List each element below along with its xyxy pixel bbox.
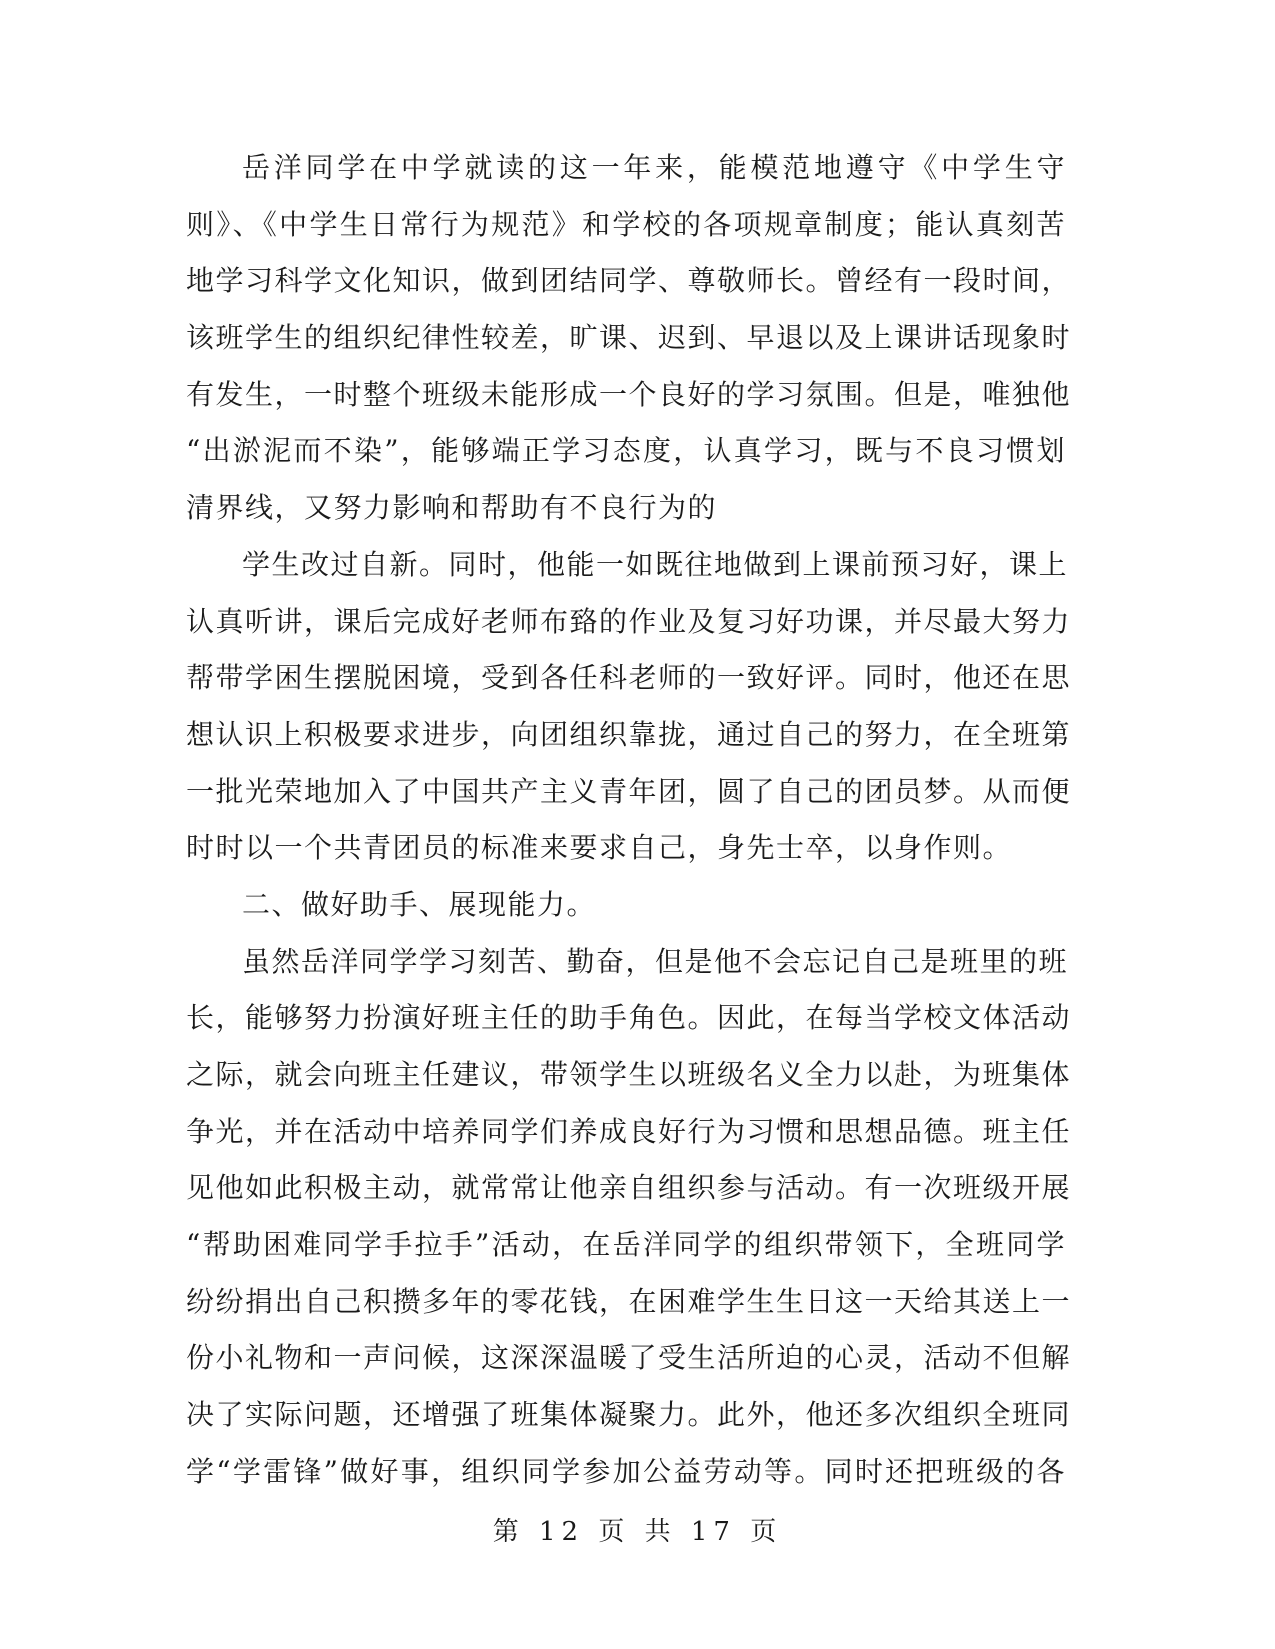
text-line: 见他如此积极主动，就常常让他亲自组织参与活动。有一次班级开展 (186, 1171, 1072, 1205)
text-line: 认真听讲，课后完成好老师布臵的作业及复习好功课，并尽最大努力 (186, 604, 1072, 638)
text-line: 争光，并在活动中培养同学们养成良好行为习惯和思想品德。班主任 (186, 1114, 1072, 1148)
text-line: 长，能够努力扮演好班主任的助手角色。因此，在每当学校文体活动 (186, 1001, 1072, 1035)
text-line: 地学习科学文化知识，做到团结同学、尊敬师长。曾经有一段时间， (186, 264, 1072, 298)
text-line: “帮助困难同学手拉手”活动，在岳洋同学的组织带领下，全班同学 (186, 1228, 1066, 1262)
text-line: 一批光荣地加入了中国共产主义青年团，圆了自己的团员梦。从而便 (186, 774, 1072, 808)
text-line: 时时以一个共青团员的标准来要求自己，身先士卒，以身作则。 (186, 831, 1013, 865)
document-body (186, 140, 1072, 1501)
text-line: “出淤泥而不染”，能够端正学习态度，认真学习，既与不良习惯划 (186, 434, 1066, 468)
text-line: 学生改过自新。同时，他能一如既往地做到上课前预习好，课上 (242, 547, 1069, 581)
text-line: 有发生，一时整个班级未能形成一个良好的学习氛围。但是，唯独他 (186, 377, 1072, 411)
text-line: 虽然岳洋同学学习刻苦、勤奋，但是他不会忘记自己是班里的班 (242, 944, 1069, 978)
section-heading: 二、做好助手、展现能力。 (242, 887, 597, 921)
text-line: 则》、《中学生日常行为规范》和学校的各项规章制度；能认真刻苦 (186, 207, 1066, 241)
text-line: 学“学雷锋”做好事，组织同学参加公益劳动等。同时还把班级的各 (186, 1454, 1066, 1488)
text-line: 纷纷捐出自己积攒多年的零花钱，在困难学生生日这一天给其送上一 (186, 1284, 1072, 1318)
text-line: 决了实际问题，还增强了班集体凝聚力。此外，他还多次组织全班同 (186, 1398, 1072, 1432)
text-line: 清界线，又努力影响和帮助有不良行为的 (186, 491, 718, 525)
text-line: 想认识上积极要求进步，向团组织靠拢，通过自己的努力，在全班第 (186, 717, 1072, 751)
text-line: 该班学生的组织纪律性较差，旷课、迟到、早退以及上课讲话现象时 (186, 321, 1072, 355)
page-number-footer: 第 12 页 共 17 页 (492, 1517, 783, 1547)
text-line: 岳洋同学在中学就读的这一年来，能模范地遵守《中学生守 (242, 151, 1066, 184)
text-line: 帮带学困生摆脱困境，受到各任科老师的一致好评。同时，他还在思 (186, 661, 1072, 695)
text-line: 之际，就会向班主任建议，带领学生以班级名义全力以赴，为班集体 (186, 1058, 1072, 1091)
text-line: 份小礼物和一声问候，这深深温暖了受生活所迫的心灵，活动不但解 (186, 1341, 1072, 1375)
